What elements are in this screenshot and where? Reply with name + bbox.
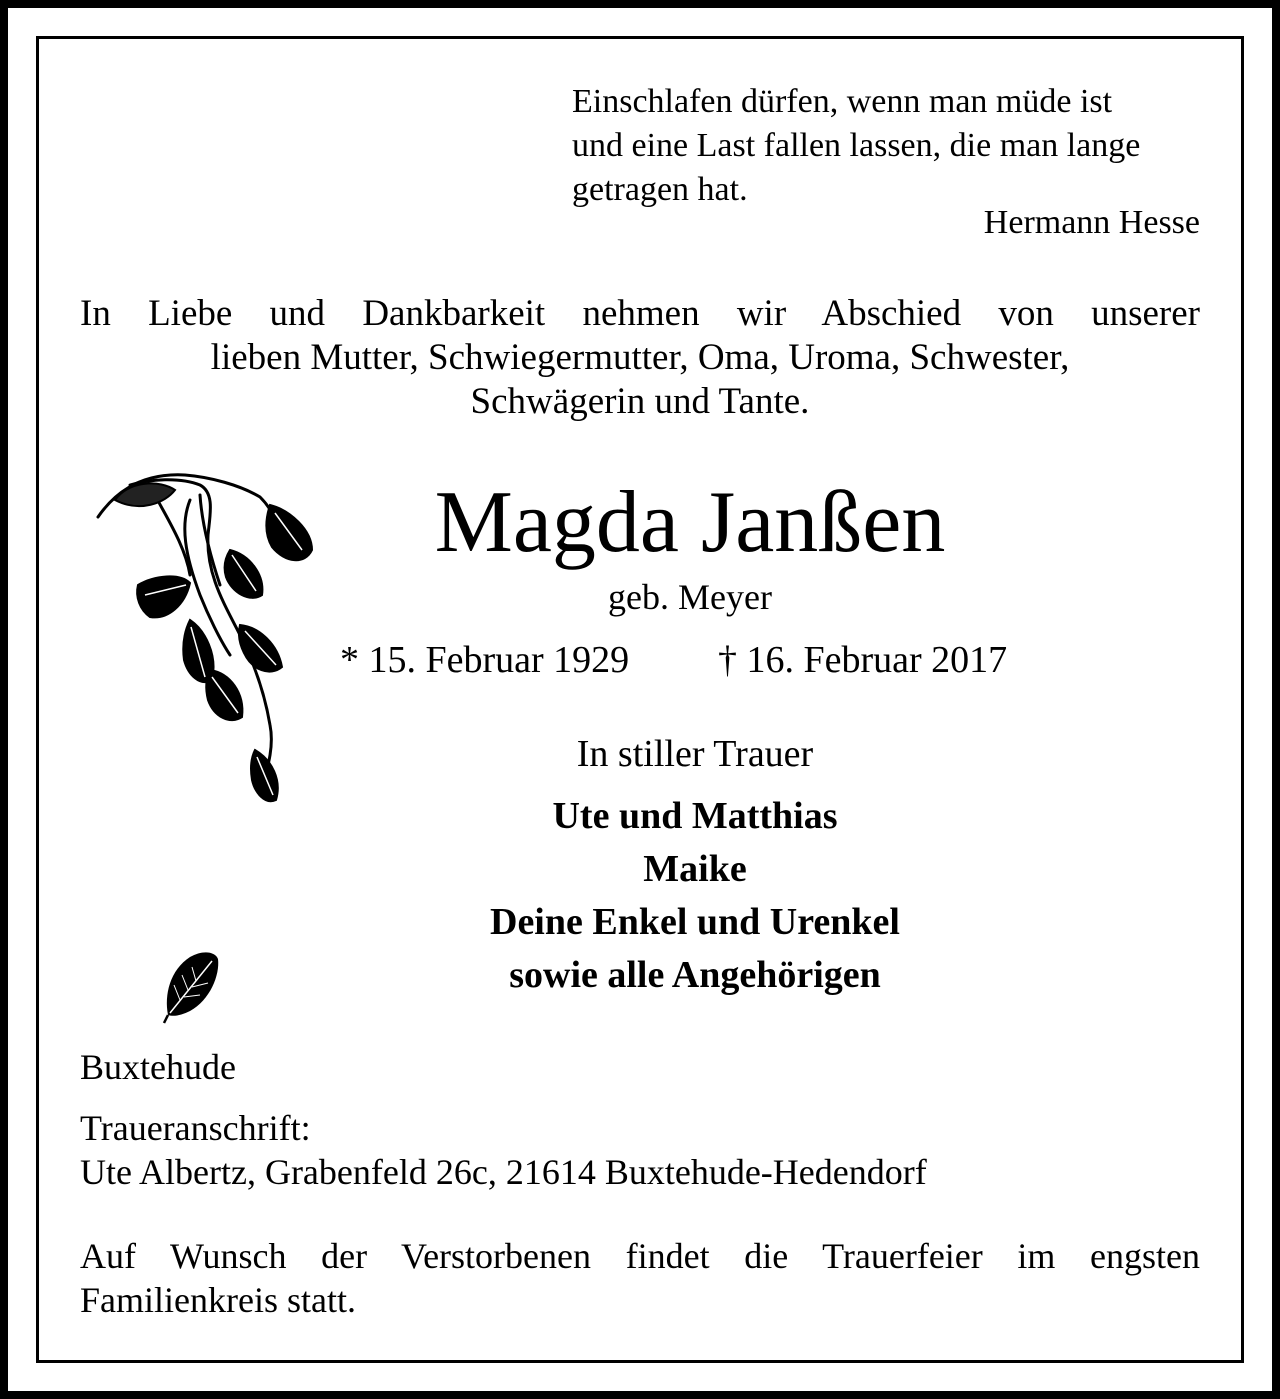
quote-line: getragen hat. — [572, 171, 748, 208]
death-date: † 16. Februar 2017 — [718, 639, 1008, 681]
funeral-notice — [80, 1234, 1200, 1322]
address-label: Traueranschrift: — [80, 1108, 311, 1148]
mourner-name: Deine Enkel und Urenkel — [490, 901, 900, 943]
quote-author: Hermann Hesse — [983, 204, 1200, 241]
intro-line: lieben Mutter, Schwiegermutter, Oma, Uroma, Schwester, — [210, 337, 1070, 378]
quote — [572, 80, 1212, 212]
mourner-name: Ute und Matthias — [552, 795, 838, 837]
leaf-icon — [160, 945, 225, 1025]
quote-line: Einschlafen dürfen, wenn man müde ist — [572, 83, 1113, 120]
mourner-name: sowie alle Angehörigen — [509, 954, 881, 996]
place: Buxtehude — [80, 1047, 236, 1087]
birth-date: * 15. Februar 1929 — [340, 639, 630, 681]
mourning-heading: In stiller Trauer — [576, 733, 814, 775]
notice-line: Auf Wunsch der Verstorbenen findet die Trauerfeier im engsten — [80, 1236, 1200, 1276]
intro-text — [80, 292, 1200, 424]
birch-branch-icon — [90, 455, 330, 830]
address-value: Ute Albertz, Grabenfeld 26c, 21614 Buxtehude-Hedendorf — [80, 1152, 927, 1192]
maiden-name: geb. Meyer — [608, 577, 772, 617]
deceased-name: Magda Janßen — [434, 474, 946, 571]
mourning-address — [80, 1106, 927, 1194]
mourners-list — [430, 790, 960, 1002]
intro-line: Schwägerin und Tante. — [470, 381, 810, 422]
mourner-name: Maike — [643, 848, 747, 890]
intro-line: In Liebe und Dankbarkeit nehmen wir Abschied von unserer — [80, 293, 1200, 334]
quote-line: und eine Last fallen lassen, die man lange — [572, 127, 1141, 164]
notice-line: Familienkreis statt. — [80, 1280, 356, 1320]
